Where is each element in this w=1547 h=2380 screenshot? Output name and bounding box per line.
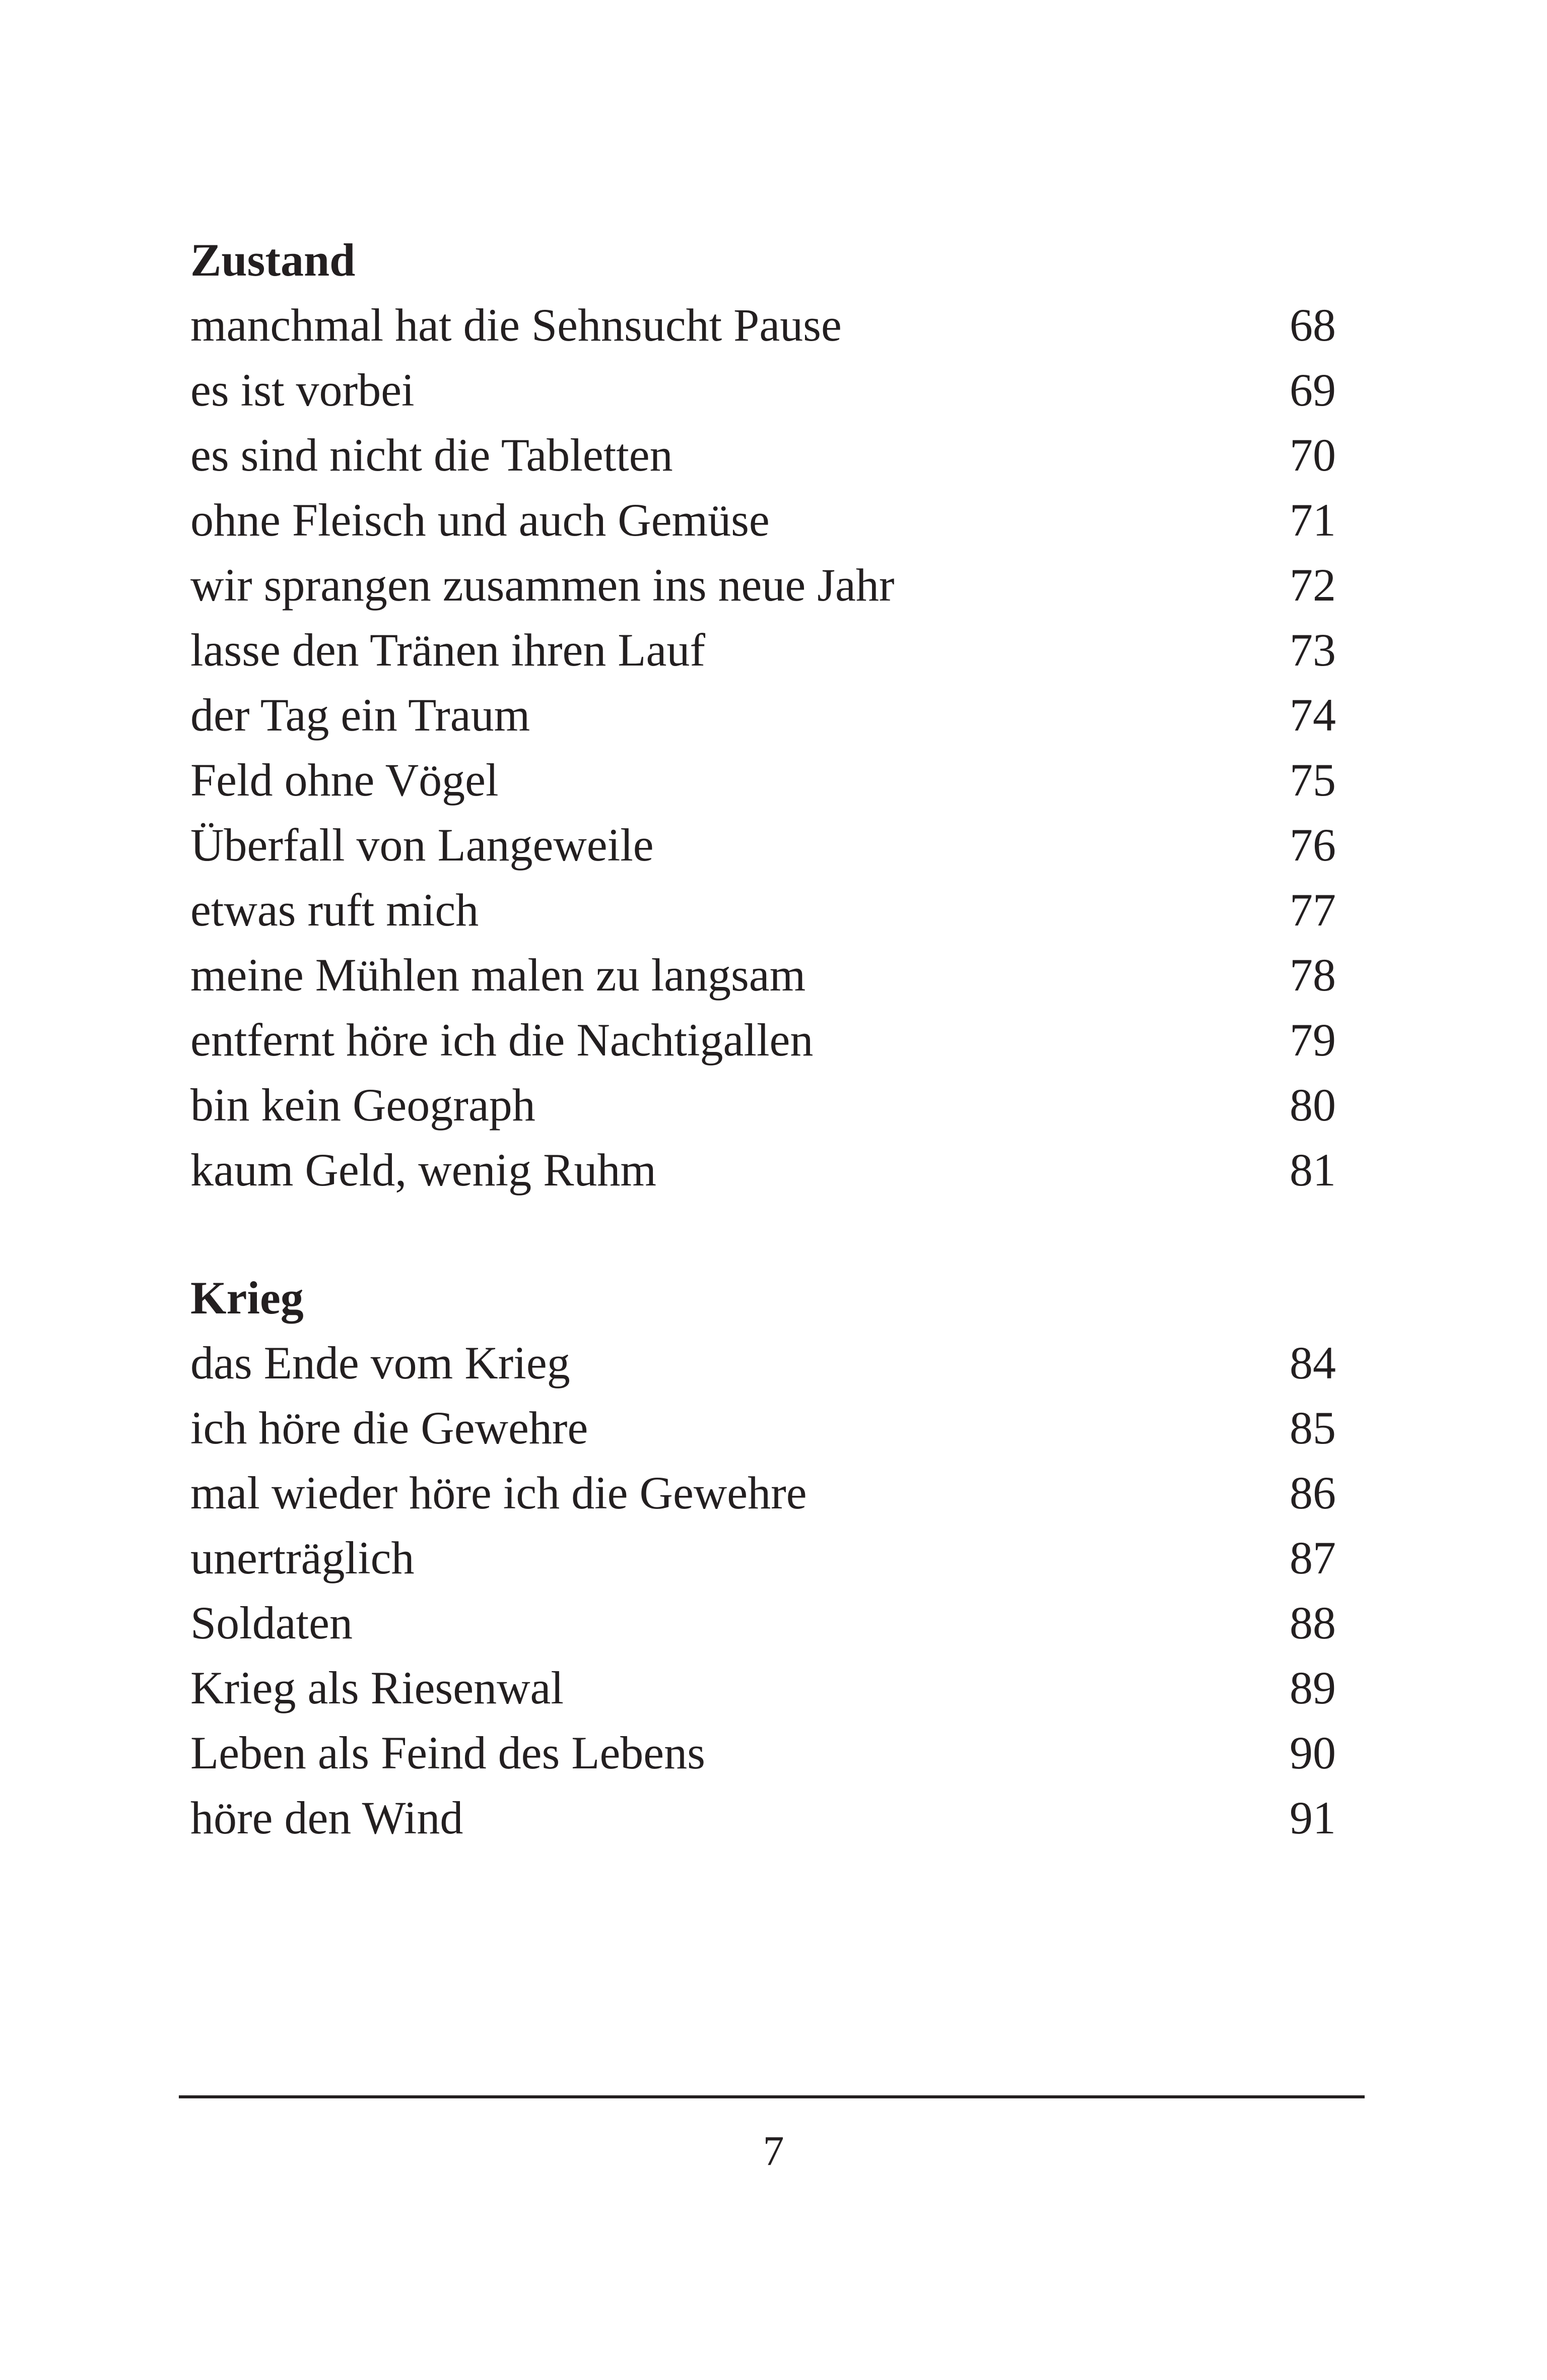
entry-page-number: 75 — [1290, 754, 1336, 806]
entry-title: entfernt höre ich die Nachtigallen — [190, 1014, 814, 1066]
entry-page-number: 72 — [1290, 559, 1336, 611]
toc-entry — [190, 1461, 1336, 1526]
entry-page-number: 86 — [1290, 1467, 1336, 1518]
entry-title: etwas ruft mich — [190, 884, 479, 936]
entry-page-number: 73 — [1290, 624, 1336, 676]
toc-entry — [190, 1786, 1336, 1850]
entry-title: höre den Wind — [190, 1792, 463, 1843]
toc-entry — [190, 553, 1336, 618]
entry-title: das Ende vom Krieg — [190, 1337, 570, 1389]
entry-title: Überfall von Langeweile — [190, 819, 654, 871]
entry-page-number: 91 — [1290, 1792, 1336, 1843]
toc-entry — [190, 1396, 1336, 1461]
entry-title: unerträglich — [190, 1532, 415, 1583]
entry-title: meine Mühlen malen zu langsam — [190, 949, 806, 1001]
toc-entry — [190, 878, 1336, 943]
toc-entry — [190, 488, 1336, 553]
entry-page-number: 68 — [1290, 299, 1336, 351]
entry-title: Soldaten — [190, 1597, 353, 1648]
entry-title: ohne Fleisch und auch Gemüse — [190, 494, 770, 546]
toc-entry — [190, 423, 1336, 488]
toc-entry — [190, 943, 1336, 1008]
toc-entry — [190, 1721, 1336, 1786]
entry-title: manchmal hat die Sehnsucht Pause — [190, 299, 842, 351]
section-heading: Krieg — [190, 1272, 304, 1324]
entry-page-number: 78 — [1290, 949, 1336, 1001]
toc-entry — [190, 293, 1336, 358]
footer-divider — [179, 2095, 1365, 2098]
toc-entry — [190, 813, 1336, 878]
entry-page-number: 71 — [1290, 494, 1336, 546]
entry-page-number: 84 — [1290, 1337, 1336, 1389]
entry-page-number: 85 — [1290, 1402, 1336, 1453]
entry-title: Krieg als Riesenwal — [190, 1662, 564, 1713]
page-number: 7 — [763, 2128, 784, 2174]
entry-title: es ist vorbei — [190, 364, 415, 416]
entry-title: lasse den Tränen ihren Lauf — [190, 624, 705, 676]
toc-entry — [190, 1008, 1336, 1073]
toc-section-krieg — [190, 1266, 1336, 1850]
toc-entry — [190, 618, 1336, 683]
entry-title: bin kein Geograph — [190, 1079, 535, 1131]
toc-entry — [190, 1138, 1336, 1203]
toc-section-zustand — [190, 228, 1336, 1203]
entry-title: Feld ohne Vögel — [190, 754, 499, 806]
entry-page-number: 69 — [1290, 364, 1336, 416]
entry-title: wir sprangen zusammen ins neue Jahr — [190, 559, 895, 611]
toc-entry — [190, 1331, 1336, 1396]
toc-entry — [190, 683, 1336, 748]
toc-entry — [190, 358, 1336, 423]
entry-title: mal wieder höre ich die Gewehre — [190, 1467, 807, 1518]
entry-page-number: 76 — [1290, 819, 1336, 871]
entry-page-number: 70 — [1290, 429, 1336, 481]
section-heading: Zustand — [190, 234, 356, 286]
toc-entry — [190, 748, 1336, 813]
entry-title: der Tag ein Traum — [190, 689, 530, 741]
toc-entry — [190, 1526, 1336, 1591]
entry-page-number: 88 — [1290, 1597, 1336, 1648]
entry-title: kaum Geld, wenig Ruhm — [190, 1144, 656, 1196]
entry-title: es sind nicht die Tabletten — [190, 429, 673, 481]
entry-page-number: 74 — [1290, 689, 1336, 741]
entry-page-number: 79 — [1290, 1014, 1336, 1066]
entry-title: ich höre die Gewehre — [190, 1402, 588, 1453]
entry-page-number: 80 — [1290, 1079, 1336, 1131]
entry-page-number: 90 — [1290, 1727, 1336, 1778]
entry-title: Leben als Feind des Lebens — [190, 1727, 705, 1778]
toc-entry — [190, 1591, 1336, 1656]
entry-page-number: 89 — [1290, 1662, 1336, 1713]
toc-entry — [190, 1073, 1336, 1138]
toc-entry — [190, 1656, 1336, 1721]
entry-page-number: 81 — [1290, 1144, 1336, 1196]
entry-page-number: 77 — [1290, 884, 1336, 936]
entry-page-number: 87 — [1290, 1532, 1336, 1583]
